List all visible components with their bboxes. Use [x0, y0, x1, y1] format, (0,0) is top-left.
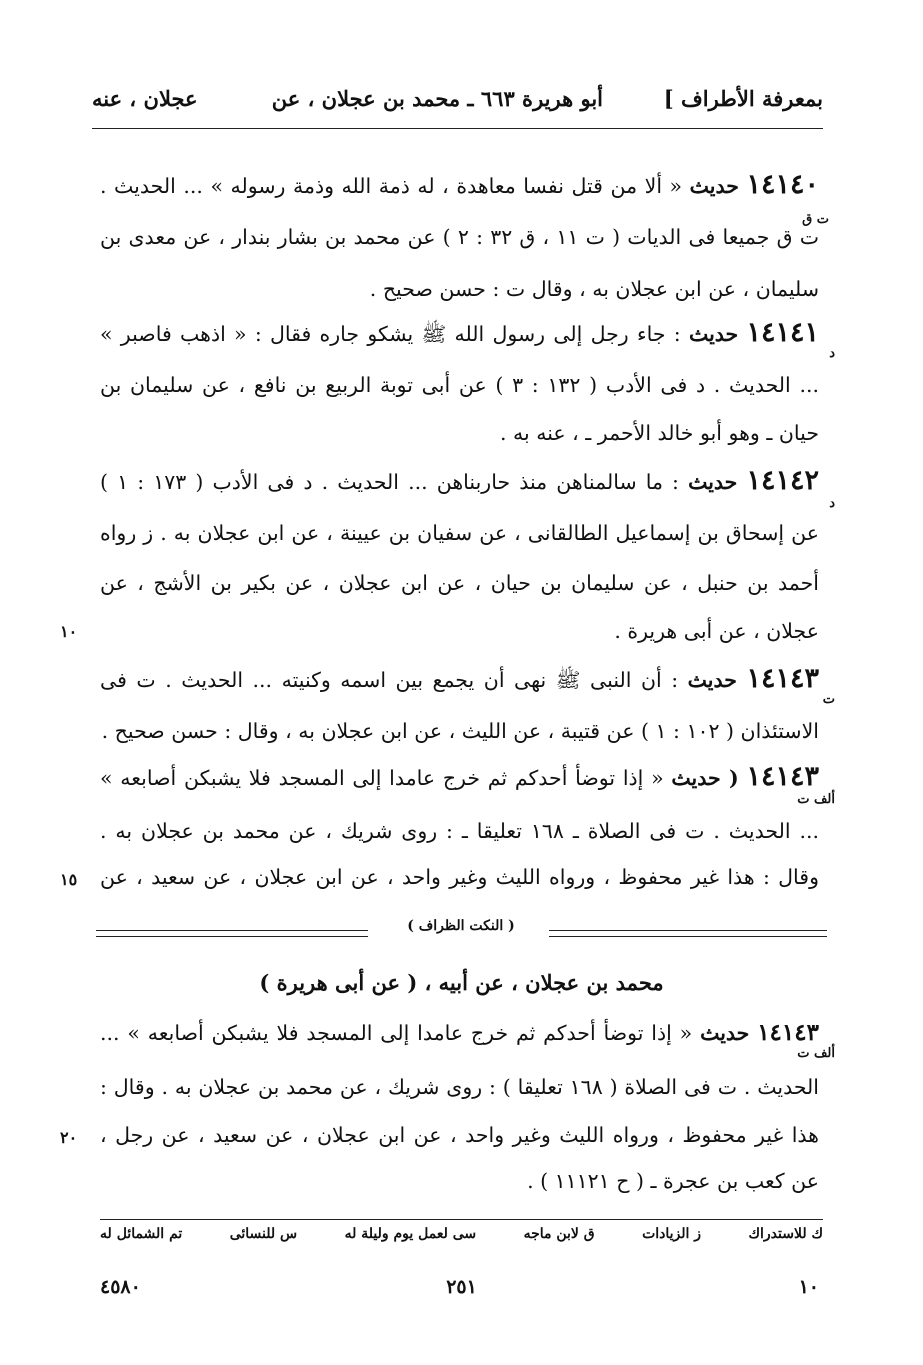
header-left-text: عجلان ، عنه [92, 86, 198, 111]
footer-sequence-number: ٤٥٨٠ [100, 1276, 141, 1298]
entry-sigla: ألف ت [797, 792, 835, 807]
subsection-heading: محمد بن عجلان ، عن أبيه ، ( عن أبى هريرة ) [259, 970, 664, 995]
divider-double-rule-right [549, 930, 827, 937]
entry-sigla: ت ق [802, 212, 829, 227]
entry-sigla: د [829, 346, 835, 361]
entry-line [100, 318, 819, 349]
entry-line [100, 762, 819, 793]
margin-line-number: ٢٠ [60, 1128, 78, 1147]
entry-line [100, 466, 819, 497]
entry-line: الحديث . ت فى الصلاة ( ١٦٨ تعليقا ) : روى شريك ، عن محمد بن عجلان به . وقال : [100, 1075, 820, 1099]
abbreviation-item: ز الزيادات [642, 1226, 702, 1242]
hadith-number: ١٤١٤٠ [746, 169, 819, 200]
abbreviation-item: سى لعمل يوم وليلة له [344, 1226, 477, 1242]
hadith-label: ( حديث [671, 766, 739, 790]
entry-line: عجلان ، عن أبى هريرة . [614, 619, 819, 643]
entry-line: ... الحديث . ت فى الصلاة ـ ١٦٨ تعليقا ـ : روى شريك ، عن محمد بن عجلان به . [100, 819, 819, 843]
divider-label: ( النكت الظراف ) [407, 918, 515, 934]
abbreviation-item: ق لابن ماجه [523, 1226, 595, 1242]
entry-sigla: د [829, 496, 835, 511]
entry-line: أحمد بن حنبل ، عن سليمان بن حيان ، عن ابن عجلان ، عن بكير بن الأشج ، عن [100, 571, 819, 595]
entry-line: عن إسحاق بن إسماعيل الطالقانى ، عن سفيان بن عيينة ، عن ابن عجلان به . ز رواه [100, 521, 819, 545]
hadith-number: ١٤١٤٢ [746, 465, 819, 496]
entry-line [100, 170, 819, 201]
page-number: ٢٥١ [446, 1276, 477, 1298]
entry-sigla: ألف ت [797, 1046, 835, 1061]
entry-line: وقال : هذا غير محفوظ ، ورواه الليث وغير واحد ، عن ابن عجلان ، عن سعيد ، عن [100, 865, 819, 889]
header-right-text: بمعرفة الأطراف ] [663, 86, 823, 111]
entry-line: حيان ـ وهو أبو خالد الأحمر ـ ، عنه به . [499, 421, 819, 445]
hadith-label: حديث [688, 322, 739, 346]
header-rule [92, 128, 823, 129]
hadith-number: ١٤١٤٣ [757, 1019, 819, 1046]
abbreviation-item: س للنسائى [229, 1226, 298, 1242]
footnote-rule [100, 1219, 823, 1220]
hadith-label: حديث [700, 1021, 750, 1045]
entry-line: سليمان ، عن ابن عجلان به ، وقال ت : حسن صحيح . [369, 277, 819, 301]
hadith-number: ١٤١٤٣ [746, 663, 819, 694]
entry-line: هذا غير محفوظ ، ورواه الليث وغير واحد ، عن ابن عجلان ، عن سعيد ، عن رجل ، [100, 1123, 819, 1147]
header-center-text: أبو هريرة ٦٦٣ ـ محمد بن عجلان ، عن [271, 86, 603, 111]
entry-line: الاستئذان ( ١٠٢ : ١ ) عن قتيبة ، عن الليث ، عن ابن عجلان به ، وقال : حسن صحيح . [101, 719, 819, 743]
entry-line: ... الحديث . د فى الأدب ( ١٣٢ : ٣ ) عن أبى توبة الربيع بن نافع ، عن سليمان بن [100, 373, 819, 397]
entry-line: عن كعب بن عجرة ـ ( ح ١١١٢١ ) . [527, 1169, 819, 1193]
hadith-text: « إذا توضأ أحدكم ثم خرج عامدا إلى المسجد فلا يشبكن أصابعه » ... [100, 1021, 693, 1045]
hadith-text: : ما سالمناهن منذ حاربناهن ... الحديث . د فى الأدب ( ١٧٣ : ١ ) [100, 470, 679, 494]
entry-sigla: ت [822, 692, 835, 707]
entry-line [100, 664, 819, 695]
entry-line [100, 1018, 819, 1048]
divider-double-rule-left [96, 930, 368, 937]
abbreviation-item: ك للاستدراك [748, 1226, 823, 1242]
hadith-text: « إذا توضأ أحدكم ثم خرج عامدا إلى المسجد فلا يشبكن أصابعه » [100, 766, 664, 790]
margin-line-number: ١٥ [60, 870, 78, 889]
hadith-number: ١٤١٤٣ [746, 761, 819, 792]
hadith-label: حديث [689, 174, 739, 198]
hadith-label: حديث [687, 668, 737, 692]
hadith-label: حديث [688, 470, 738, 494]
margin-line-number: ١٠ [60, 622, 78, 641]
hadith-text: « ألا من قتل نفسا معاهدة ، له ذمة الله وذمة رسوله » ... الحديث . [100, 174, 683, 198]
hadith-number: ١٤١٤١ [746, 317, 819, 348]
hadith-text: : جاء رجل إلى رسول الله ﷺ يشكو جاره فقال : « اذهب فاصبر » [100, 322, 681, 346]
footer-volume-number: ١٠ [798, 1276, 819, 1298]
entry-line: ت ق جميعا فى الديات ( ت ١١ ، ق ٣٢ : ٢ ) عن محمد بن بشار بندار ، عن معدى بن [100, 225, 819, 249]
abbreviation-key [100, 1226, 823, 1242]
hadith-text: : أن النبى ﷺ نهى أن يجمع بين اسمه وكنيته ... الحديث . ت فى [100, 668, 679, 692]
abbreviation-item: تم الشمائل له [100, 1226, 183, 1242]
